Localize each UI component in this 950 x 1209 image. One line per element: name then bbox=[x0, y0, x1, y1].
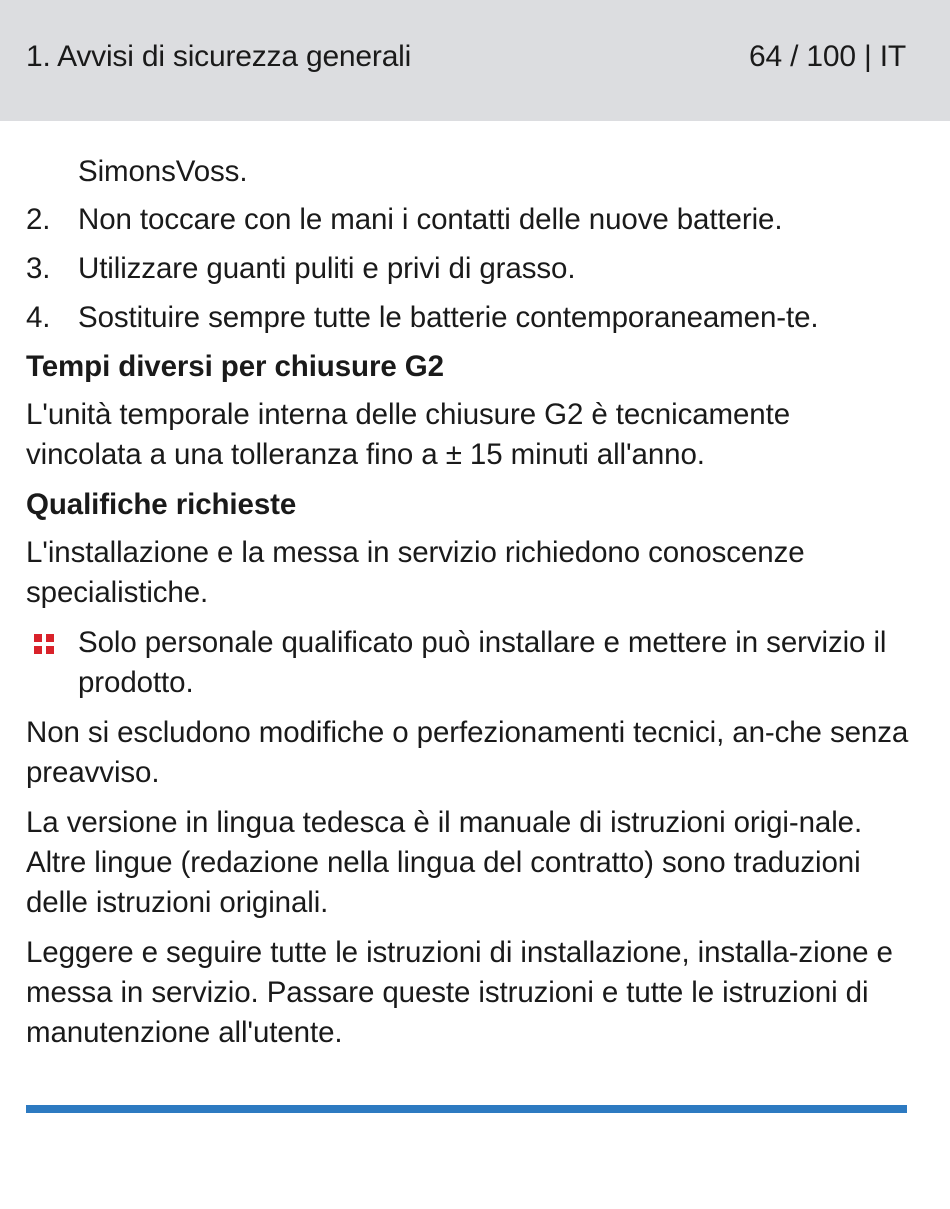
heading-qualifications: Qualifiche richieste bbox=[26, 488, 297, 521]
list-item-text: Sostituire sempre tutte le batterie contemporaneamen-te. bbox=[78, 301, 819, 334]
ordered-list bbox=[26, 200, 911, 338]
bullet-text: Solo personale qualificato può installare e mettere in servizio il prodotto. bbox=[78, 626, 887, 699]
list-item-number: 2. bbox=[26, 203, 51, 236]
list-item-text: Utilizzare guanti puliti e privi di grasso. bbox=[78, 252, 576, 285]
blue-divider bbox=[26, 1105, 907, 1113]
section-title: 1. Avvisi di sicurezza generali bbox=[26, 40, 412, 73]
list-item bbox=[26, 298, 911, 338]
heading-g2: Tempi diversi per chiusure G2 bbox=[26, 350, 444, 383]
list-item bbox=[26, 200, 911, 240]
document-body bbox=[26, 152, 911, 1063]
paragraph-changes: Non si escludono modifiche o perfezionamenti tecnici, an-che senza preavviso. bbox=[26, 716, 909, 789]
list-item bbox=[26, 249, 911, 289]
paragraph-g2: L'unità temporale interna delle chiusure G2 è tecnicamente vincolata a una tolleranza fino a ± 15 minuti all'anno. bbox=[26, 398, 791, 471]
red-four-squares-icon bbox=[34, 634, 54, 654]
bullet-item bbox=[26, 623, 911, 703]
list-item-number: 4. bbox=[26, 301, 51, 334]
paragraph-language: La versione in lingua tedesca è il manuale di istruzioni origi-nale. Altre lingue (redazione nella lingua del contratto) sono traduzioni delle istruzioni originali. bbox=[26, 806, 863, 919]
page-header bbox=[0, 0, 950, 121]
list-continuation: SimonsVoss. bbox=[78, 155, 248, 188]
paragraph-qualifications: L'installazione e la messa in servizio richiedono conoscenze specialistiche. bbox=[26, 536, 805, 609]
page-number: 64 / 100 | IT bbox=[749, 40, 906, 73]
paragraph-read-instructions: Leggere e seguire tutte le istruzioni di installazione, installa-zione e messa in servizio. Passare queste istruzioni e tutte le istruzioni di manutenzione all'utente. bbox=[26, 936, 893, 1049]
list-item-number: 3. bbox=[26, 252, 51, 285]
list-item-text: Non toccare con le mani i contatti delle nuove batterie. bbox=[78, 203, 783, 236]
